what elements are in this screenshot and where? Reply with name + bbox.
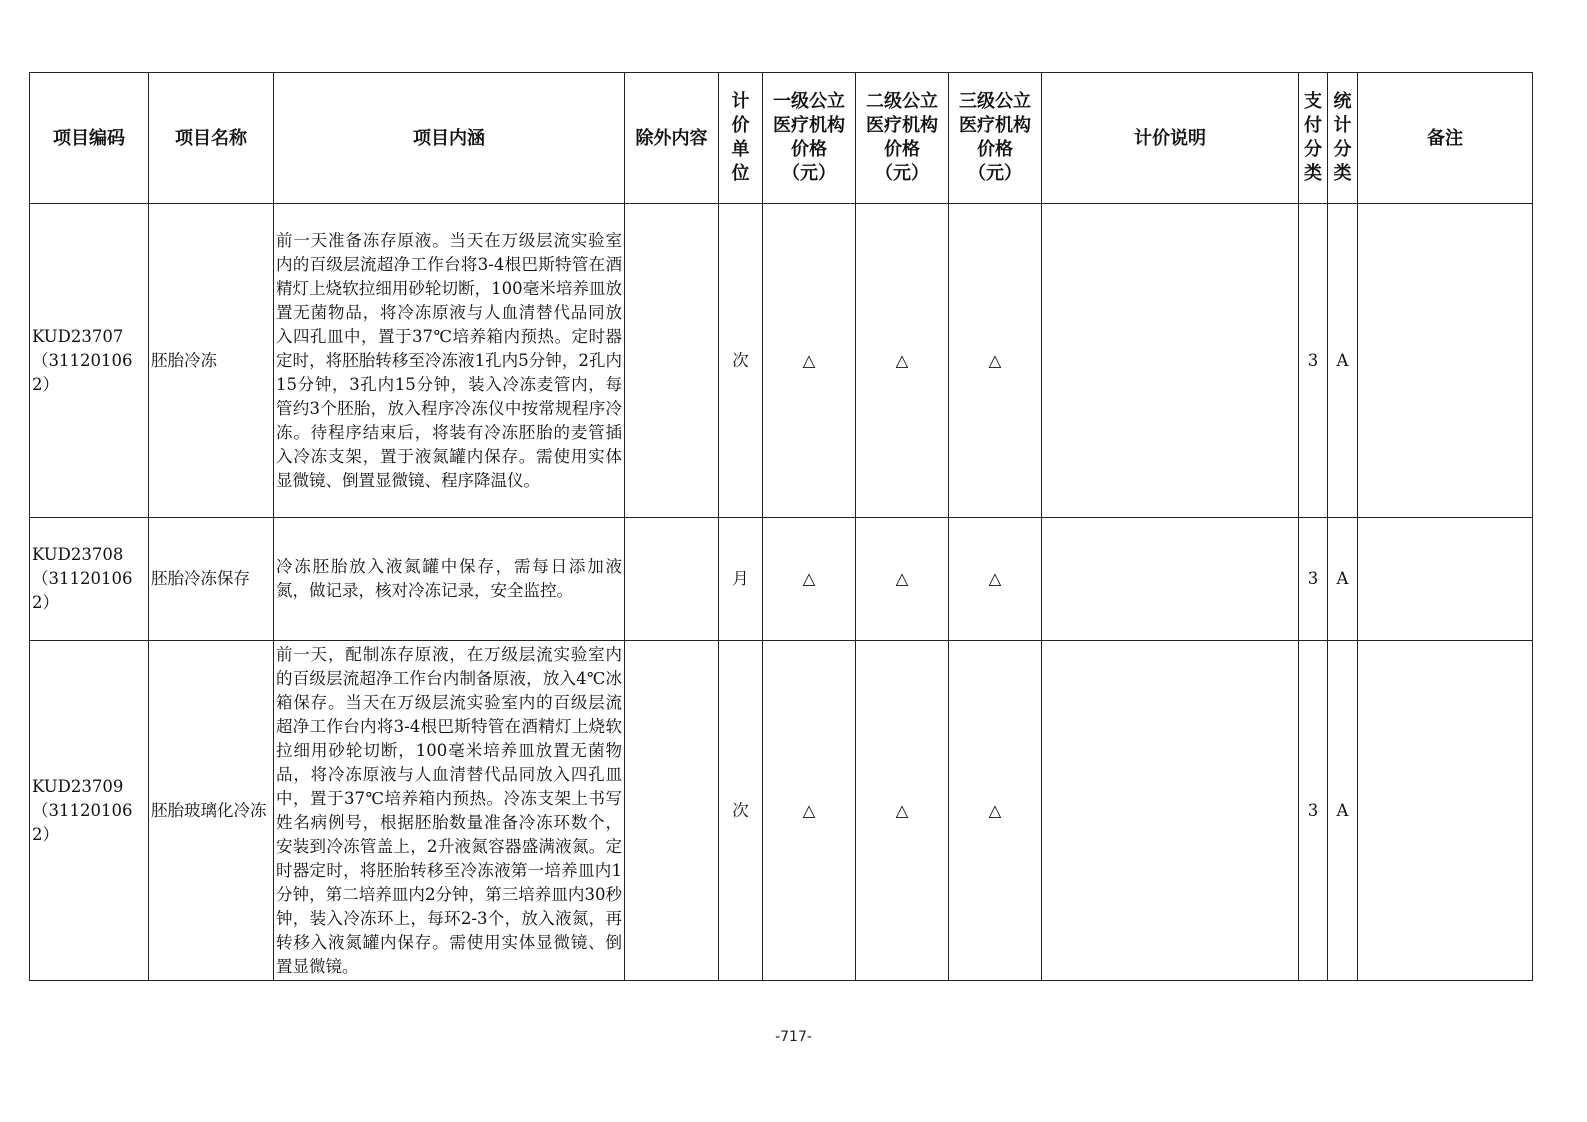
header-price-level2-label: 二级公立医疗机构价格（元） xyxy=(866,91,938,184)
item-content: 前一天准备冻存原液。当天在万级层流实验室内的百级层流超净工作台将3-4根巴斯特管在酒精灯上烧软拉细用砂轮切断，100毫米培养皿放置无菌物品，将冷冻原液与人血清替代品同放入四孔皿中，置于37℃培养箱内预热。定时器定时，将胚胎转移至冷冻液1孔内5分钟，2孔内15分钟，3孔内15分钟，装入冷冻麦管内，每管约3个胚胎，放入程序冷冻仪中按常规程序冷冻。待程序结束后，将装有冷冻胚胎的麦管插入冷冻支架，置于液氮罐内保存。需使用实体显微镜、倒置显微镜、程序降温仪。 xyxy=(274,204,625,518)
header-content: 项目内涵 xyxy=(274,73,625,204)
item-content: 前一天，配制冻存原液，在万级层流实验室内的百级层流超净工作台内制备原液，放入4℃冰箱保存。当天在万级层流实验室内的百级层流超净工作台内将3-4根巴斯特管在酒精灯上烧软拉细用砂轮切断，100毫米培养皿放置无菌物品，将冷冻原液与人血清替代品同放入四孔皿中，置于37℃培养箱内预热。冷冻支架上书写姓名病例号，根据胚胎数量准备冷冻环数个，安装到冷冻管盖上，2升液氮容器盛满液氮。定时器定时，将胚胎转移至冷冻液第一培养皿内1分钟，第二培养皿内2分钟，第三培养皿内30秒钟，装入冷冻环上，每环2-3个，放入液氮，再转移入液氮罐内保存。需使用实体显微镜、倒置显微镜。 xyxy=(274,641,625,981)
header-remark: 备注 xyxy=(1358,73,1533,204)
item-unit: 次 xyxy=(719,641,763,981)
item-name: 胚胎冷冻保存 xyxy=(149,518,274,641)
item-payment-class: 3 xyxy=(1299,641,1328,981)
header-stats xyxy=(1328,73,1358,204)
header-price-level3 xyxy=(949,73,1042,204)
item-pricing-note xyxy=(1042,641,1299,981)
item-stats-class: A xyxy=(1328,641,1358,981)
item-pricing-note xyxy=(1042,204,1299,518)
item-code: KUD23707（311201062） xyxy=(30,204,149,518)
item-name: 胚胎玻璃化冷冻 xyxy=(149,641,274,981)
item-price-level2: △ xyxy=(856,518,949,641)
header-payment xyxy=(1299,73,1328,204)
item-remark xyxy=(1358,204,1533,518)
item-exclusion xyxy=(625,518,719,641)
item-stats-class: A xyxy=(1328,204,1358,518)
table-row xyxy=(30,204,1533,518)
item-price-level2: △ xyxy=(856,204,949,518)
item-pricing-note xyxy=(1042,518,1299,641)
item-name: 胚胎冷冻 xyxy=(149,204,274,518)
item-code: KUD23708（311201062） xyxy=(30,518,149,641)
page-number: -717- xyxy=(775,1029,812,1045)
item-stats-class: A xyxy=(1328,518,1358,641)
table-row xyxy=(30,518,1533,641)
item-code: KUD23709（311201062） xyxy=(30,641,149,981)
header-stats-label: 统计分类 xyxy=(1333,91,1352,184)
header-price-level1-label: 一级公立医疗机构价格（元） xyxy=(773,91,845,184)
item-exclusion xyxy=(625,204,719,518)
item-payment-class: 3 xyxy=(1299,518,1328,641)
header-code: 项目编码 xyxy=(30,73,149,204)
item-unit: 月 xyxy=(719,518,763,641)
header-unit xyxy=(719,73,763,204)
header-name: 项目名称 xyxy=(149,73,274,204)
table-row xyxy=(30,641,1533,981)
header-exclusion: 除外内容 xyxy=(625,73,719,204)
header-unit-label: 计价单位 xyxy=(731,91,750,184)
item-price-level3: △ xyxy=(949,204,1042,518)
header-payment-label: 支付分类 xyxy=(1304,91,1322,184)
item-price-level1: △ xyxy=(763,204,856,518)
item-price-level2: △ xyxy=(856,641,949,981)
item-price-level1: △ xyxy=(763,518,856,641)
item-remark xyxy=(1358,518,1533,641)
item-content: 冷冻胚胎放入液氮罐中保存，需每日添加液氮，做记录，核对冷冻记录，安全监控。 xyxy=(274,518,625,641)
item-price-level1: △ xyxy=(763,641,856,981)
item-remark xyxy=(1358,641,1533,981)
header-row xyxy=(30,73,1533,204)
item-payment-class: 3 xyxy=(1299,204,1328,518)
header-price-level3-label: 三级公立医疗机构价格（元） xyxy=(959,91,1031,184)
item-price-level3: △ xyxy=(949,641,1042,981)
item-exclusion xyxy=(625,641,719,981)
pricing-table xyxy=(29,72,1533,981)
header-price-level2 xyxy=(856,73,949,204)
item-unit: 次 xyxy=(719,204,763,518)
header-price-level1 xyxy=(763,73,856,204)
item-price-level3: △ xyxy=(949,518,1042,641)
header-pricing-note: 计价说明 xyxy=(1042,73,1299,204)
